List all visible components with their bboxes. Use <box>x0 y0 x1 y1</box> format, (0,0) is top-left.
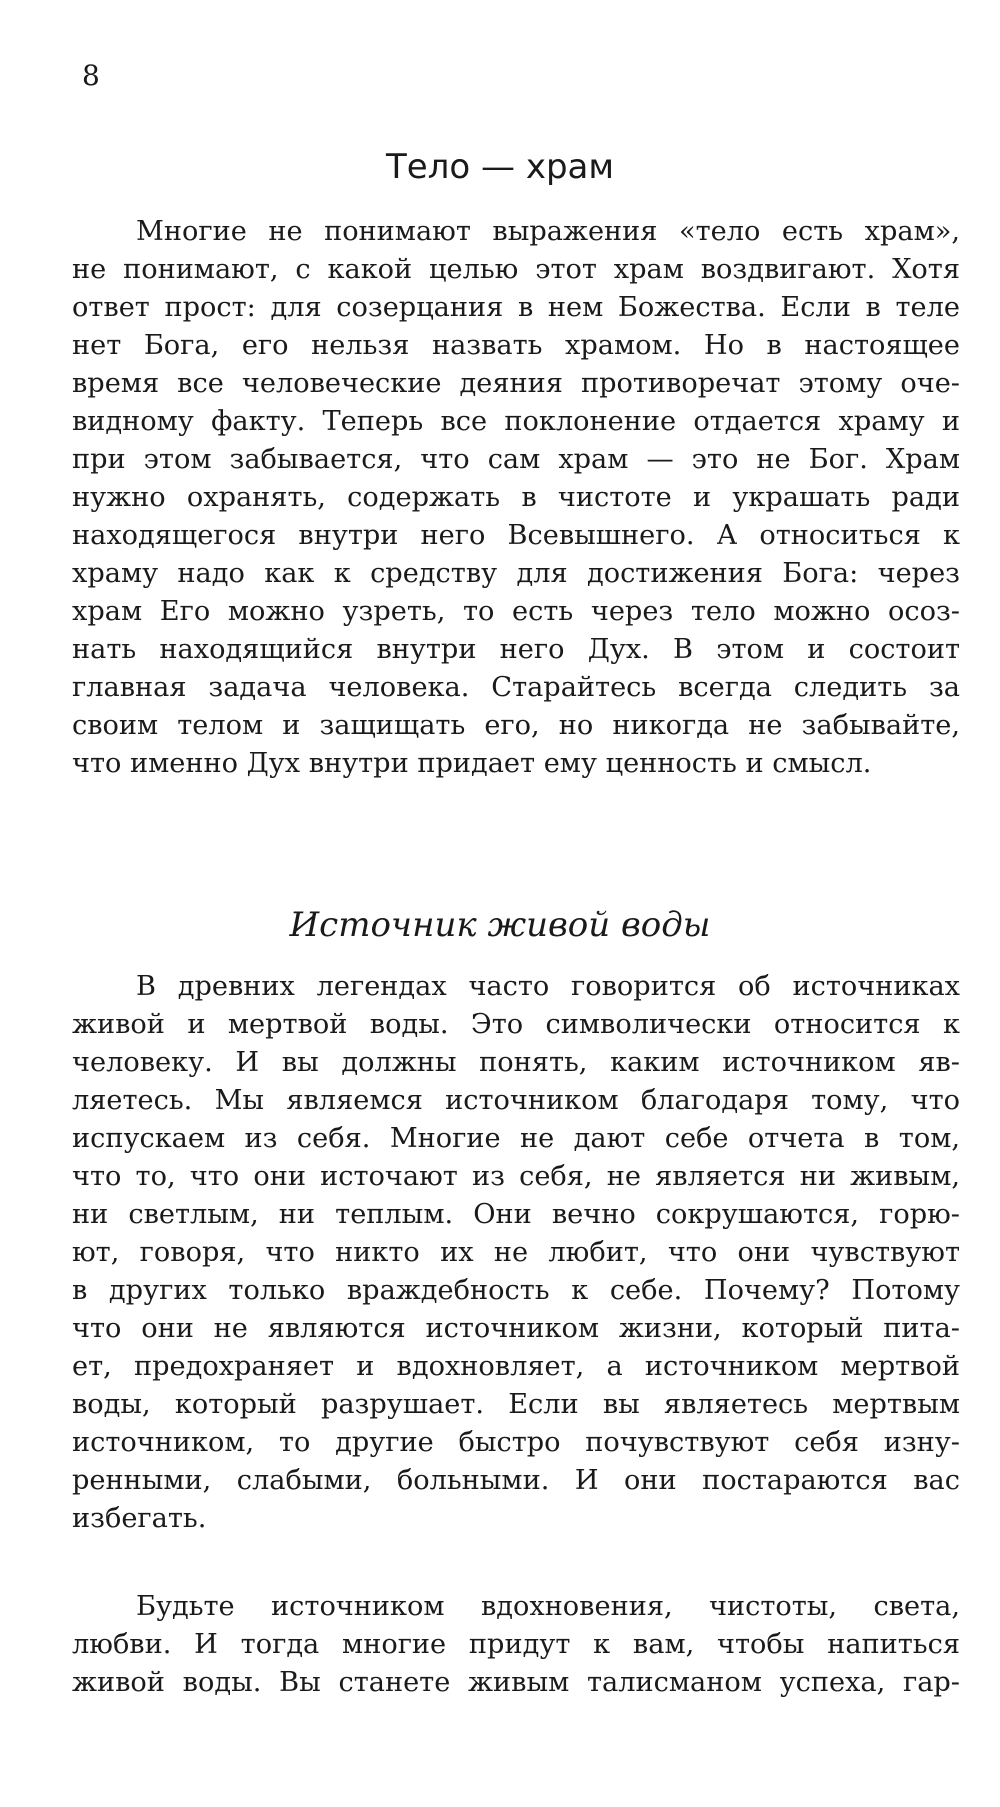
text-line: ют, говоря, что никто их не любит, что они чувствуют <box>72 1237 960 1268</box>
section-body-temple-paragraph <box>72 213 960 783</box>
text-line: храм Его можно узреть, то есть через тело можно осоз- <box>72 596 960 627</box>
text-line: не понимают, с какой целью этот храм воздвигают. Хотя <box>72 254 960 285</box>
text-line: находящегося внутри него Всевышнего. А относиться к <box>72 520 960 551</box>
text-line: любви. И тогда многие придут к вам, чтобы напиться <box>72 1629 960 1660</box>
text-line: воды, который разрушает. Если вы являетесь мертвым <box>72 1389 960 1420</box>
section-title-living-water: Источник живой воды <box>289 905 711 945</box>
text-line: своим телом и защищать его, но никогда не забывайте, <box>72 710 960 741</box>
text-line: ет, предохраняет и вдохновляет, а источником мертвой <box>72 1351 960 1382</box>
text-line: главная задача человека. Старайтесь всегда следить за <box>72 672 960 703</box>
text-line: живой и мертвой воды. Это символически относится к <box>72 1009 960 1040</box>
section-living-water-paragraph-1 <box>72 968 960 1538</box>
text-line: при этом забывается, что сам храм — это не Бог. Храм <box>72 444 960 475</box>
section-living-water-paragraph-2 <box>72 1588 960 1702</box>
text-line: нет Бога, его нельзя назвать храмом. Но в настоящее <box>72 330 960 361</box>
text-line: В древних легендах часто говорится об источниках <box>136 971 960 1002</box>
text-line: ответ прост: для созерцания в нем Божества. Если в теле <box>72 292 960 323</box>
text-line: ни светлым, ни теплым. Они вечно сокрушаются, горю- <box>72 1199 960 1230</box>
text-line: нать находящийся внутри него Дух. В этом и состоит <box>72 634 960 665</box>
text-line: живой воды. Вы станете живым талисманом успеха, гар- <box>72 1667 960 1698</box>
text-line: храму надо как к средству для достижения Бога: через <box>72 558 960 589</box>
text-line: в других только враждебность к себе. Почему? Потому <box>72 1275 960 1306</box>
page-number: 8 <box>82 59 100 92</box>
text-line: что то, что они источают из себя, не является ни живым, <box>72 1161 960 1192</box>
section-title-body-temple: Тело — храм <box>385 147 615 187</box>
text-line: испускаем из себя. Многие не дают себе отчета в том, <box>72 1123 960 1154</box>
text-line: время все человеческие деяния противоречат этому оче- <box>72 368 960 399</box>
text-line: Многие не понимают выражения «тело есть храм», <box>136 216 960 247</box>
text-line: видному факту. Теперь все поклонение отдается храму и <box>72 406 960 437</box>
text-line: ляетесь. Мы являемся источником благодаря тому, что <box>72 1085 960 1116</box>
text-line: источником, то другие быстро почувствуют себя изну- <box>72 1427 960 1458</box>
text-line: что именно Дух внутри придает ему ценность и смысл. <box>72 748 872 779</box>
text-line: избегать. <box>72 1503 207 1534</box>
text-line: человеку. И вы должны понять, каким источником яв- <box>72 1047 960 1078</box>
text-line: ренными, слабыми, больными. И они постараются вас <box>72 1465 960 1496</box>
text-line: Будьте источником вдохновения, чистоты, света, <box>136 1591 960 1622</box>
text-line: что они не являются источником жизни, который пита- <box>72 1313 960 1344</box>
text-line: нужно охранять, содержать в чистоте и украшать ради <box>72 482 960 513</box>
